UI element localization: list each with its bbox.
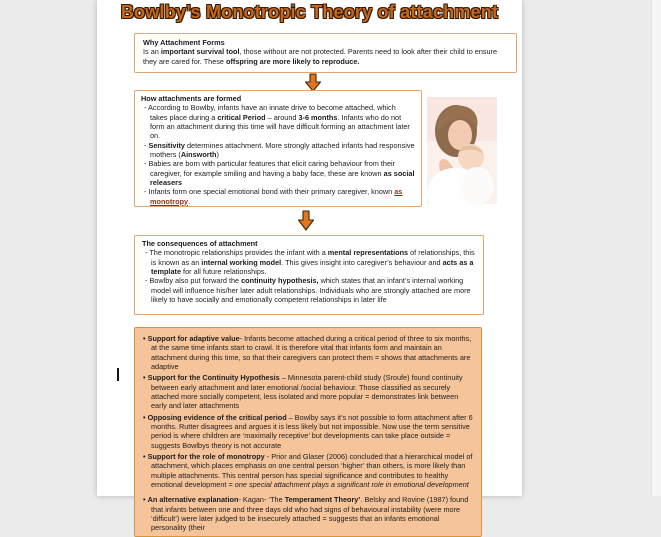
bullet-list: [142, 248, 476, 304]
bullet-marker: •: [143, 451, 146, 461]
bullet-item: • Support for the Continuity Hypothesis – Minnesota parent-child study (Sroufe) found continuity between early attachment and later emotional /social behaviour. Those classified as securely attached more socially competent, less isolated and more popular = demonstrates link between early and later attachments: [143, 373, 463, 411]
box-heading: Why Attachment Forms: [143, 38, 225, 47]
document-page[interactable]: [97, 0, 522, 533]
mother-baby-photo: [427, 97, 497, 204]
evaluation-box: [134, 327, 482, 537]
scrollbar-track[interactable]: [651, 0, 661, 496]
bullet-list: [143, 334, 473, 533]
bullet-marker: •: [143, 495, 146, 505]
consequences-of-attachment-box: [134, 235, 484, 315]
box-heading: The consequences of attachment: [142, 239, 258, 248]
bullet-marker: •: [143, 334, 146, 343]
down-arrow-icon: [297, 210, 315, 231]
why-attachment-forms-box: [134, 33, 517, 73]
box-body: Is an important survival tool, those without are not protected. Parents need to look after their child to ensure they are cared for. These offspring are more likely to reproduce.: [143, 47, 498, 66]
bullet-item: • Support for adaptive value- Infants become attached during a critical period of three to six months, at the same time infants start to crawl. It is therefore vital that infants form and maintain an attachment during this time, so that their caregivers can protect them = shows that attachments are adaptive: [143, 334, 472, 371]
bullet-item: - Bowlby also put forward the continuity hypothesis, which states that an infant’s internal working model will influence his/her later adult relationships. Individuals who are strongly attached are more likely to have socially and emotionally competent relationships in later life: [145, 276, 471, 304]
box-heading: How attachments are formed: [141, 94, 242, 103]
how-attachments-formed-box: [134, 90, 422, 207]
bullet-item: • Support for the role of monotropy - Prior and Glaser (2006) concluded that a hierarchical model of attachment, which places emphasis on one central person ‘higher’ than others, is more likely than multiple attachments. This central person has special significance and contributes to healthy emotional development = one special attachment plays a significant role in emotional development: [143, 451, 473, 489]
page-title: Bowlby’s Monotropic Theory of attachment: [120, 2, 499, 22]
bullet-item: - Sensitivity determines attachment. More strongly attached infants had responsive mothers (Ainsworth): [144, 140, 415, 159]
bullet-item: - According to Bowlby, infants have an innate drive to become attached, which takes place during a critical Period – around 3-6 months. Infants who do not form an attachment during this time will have difficult forming an attachment later on.: [144, 103, 410, 141]
bullet-item: - Infants form one special emotional bond with their primary caregiver, known as monotropy.: [144, 187, 403, 206]
text-cursor: [117, 368, 119, 381]
bullet-list: [141, 103, 415, 206]
bullet-item: • An alternative explanation- Kagan- ‘The Temperament Theory’. Belsky and Rovine (1987) found that infants between one and three days old who had signs of behavioural instability (were more ‘difficult’) were later judged to be insecurely attached = suggests that an infants emotional personality (their: [143, 495, 469, 533]
bullet-marker: •: [143, 373, 146, 383]
bullet-item: • Opposing evidence of the critical period – Bowlby says it’s not possible to form attachment after 6 months. Rutter disagrees and argues it is less likely but not impossible. Now use the term sensitive period is where children are ‘maximally receptive’ but developments can take place outside = suggests Bowlbys theory is not accurate: [143, 412, 473, 450]
bullet-item: - The monotropic relationships provides the infant with a mental representations of relationships, this is known as an internal working model. This gives insight into caregiver’s behaviour and acts as a template for all future relationships.: [145, 248, 475, 276]
bullet-item: - Babies are born with particular features that elicit caring behaviour from their caregiver, for example smiling and having a baby face, these are known as social releasers: [144, 159, 415, 187]
bullet-marker: •: [143, 412, 146, 422]
mother-baby-illustration: [427, 97, 497, 204]
